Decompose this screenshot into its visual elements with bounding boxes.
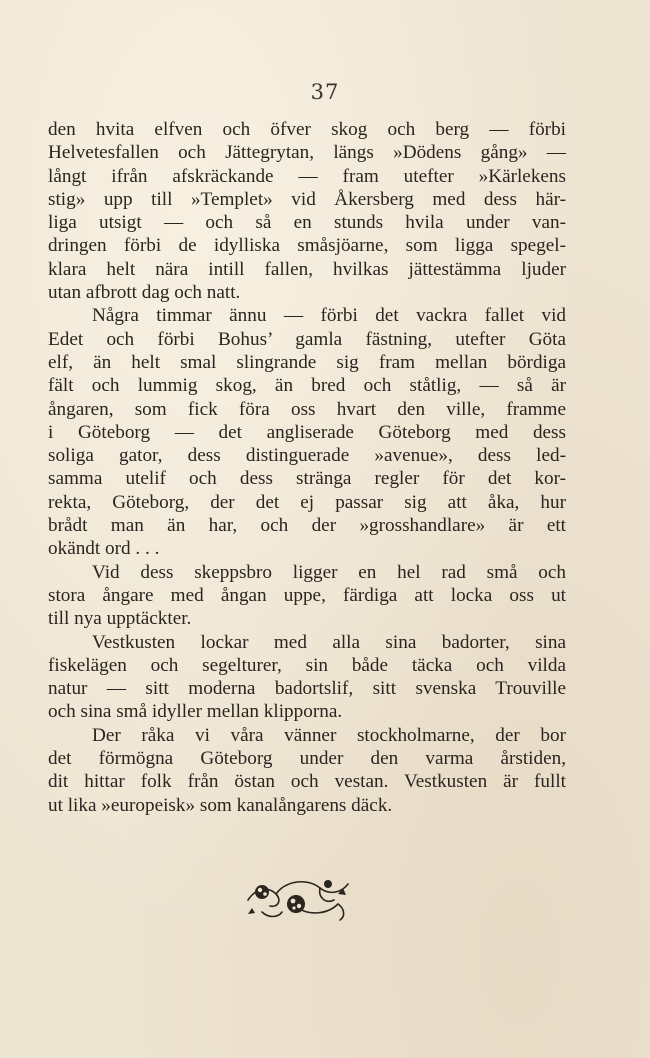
text-line: och sina små idyller mellan klipporna. (48, 701, 343, 723)
text-line: Helvetesfallen och Jättegrytan, längs »Dödens gång» — (48, 142, 566, 164)
text-line: samma utelif och dess stränga regler för det kor- (48, 468, 566, 490)
page-number: 37 (310, 80, 340, 104)
text-line: soliga gator, dess distinguerade »avenue», dess led- (48, 445, 566, 467)
text-line: långt ifrån afskräckande — fram utefter »Kärlekens (48, 165, 566, 187)
floral-vignette-icon (238, 868, 358, 928)
text-line: Vid dess skeppsbro ligger en hel rad små och (92, 561, 566, 583)
text-line: stig» upp till »Templet» vid Åkersberg med dess här- (48, 188, 566, 210)
text-line: ångaren, som fick föra oss hvart den ville, framme (48, 398, 566, 420)
text-line: dringen förbi de idylliska småsjöarne, som ligga spegel- (48, 235, 566, 257)
text-line: klara helt nära intill fallen, hvilkas jättestämma ljuder (48, 258, 566, 280)
text-line: brådt man än har, och der »grosshandlare» är ett (48, 515, 566, 537)
text-line: stora ångare med ångan uppe, färdiga att locka oss ut (48, 584, 566, 606)
text-line: det förmögna Göteborg under den varma årstiden, (48, 748, 566, 770)
text-line: natur — sitt moderna badortslif, sitt svenska Trouville (48, 678, 566, 700)
text-line: utan afbrott dag och natt. (48, 282, 241, 304)
text-line: till nya upptäckter. (48, 608, 192, 630)
text-line: dit hittar folk från östan och vestan. Vestkusten är fullt (48, 771, 566, 793)
text-line: i Göteborg — det angliserade Göteborg med dess (48, 421, 566, 443)
text-line: rekta, Göteborg, der det ej passar sig att åka, hur (48, 491, 566, 513)
text-line: liga utsigt — och så en stunds hvila under van- (48, 212, 566, 234)
text-line: elf, än helt smal slingrande sig fram mellan bördiga (48, 351, 566, 373)
text-line: ut lika »europeisk» som kanalångarens däck. (48, 794, 393, 816)
text-line: fält och lummig skog, än bred och ståtlig, — så är (48, 375, 566, 397)
text-line: Vestkusten lockar med alla sina badorter, sina (92, 631, 566, 653)
text-line: Der råka vi våra vänner stockholmarne, der bor (92, 724, 566, 746)
text-line: okändt ord . . . (48, 538, 160, 560)
text-line: fiskelägen och segelturer, sin både täcka och vilda (48, 654, 566, 676)
text-line: Några timmar ännu — förbi det vackra fallet vid (92, 305, 566, 327)
text-line: Edet och förbi Bohus’ gamla fästning, utefter Göta (48, 328, 566, 350)
text-line: den hvita elfven och öfver skog och berg — förbi (48, 119, 566, 140)
body-text (48, 118, 566, 817)
